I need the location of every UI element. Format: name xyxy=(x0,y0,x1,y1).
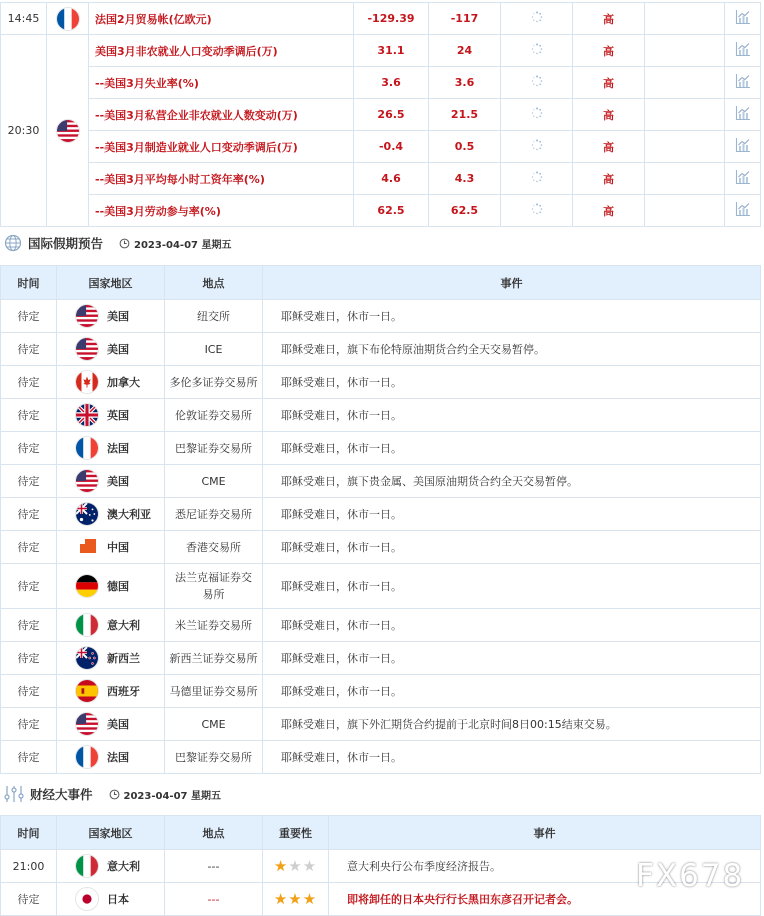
events-header-time: 时间 xyxy=(1,816,57,850)
event-importance-stars xyxy=(263,850,329,883)
events-date xyxy=(109,787,221,802)
holiday-time: 待定 xyxy=(1,333,57,366)
holiday-section-header xyxy=(0,221,764,265)
holiday-time: 待定 xyxy=(1,708,57,741)
usa-flag-icon xyxy=(75,712,99,736)
loading-spinner-icon xyxy=(531,107,543,119)
usa-flag-icon xyxy=(75,337,99,361)
holiday-header-event: 事件 xyxy=(263,266,761,300)
holiday-event: 耶稣受难日，休市一日。 xyxy=(263,531,761,564)
holiday-event: 耶稣受难日，休市一日。 xyxy=(263,642,761,675)
france-flag-icon xyxy=(56,7,80,31)
indicator-row xyxy=(1,131,761,163)
indicator-importance: 高 xyxy=(573,99,645,131)
holiday-location: 法兰克福证券交易所 xyxy=(165,564,263,609)
holiday-row xyxy=(1,366,761,399)
holiday-row xyxy=(1,675,761,708)
holiday-event: 耶稣受难日，旗下贵金属、美国原油期货合约全天交易暂停。 xyxy=(263,465,761,498)
events-header-country: 国家地区 xyxy=(57,816,165,850)
holiday-location: 伦敦证券交易所 xyxy=(165,399,263,432)
italy-flag-icon xyxy=(75,854,99,878)
holiday-header-time: 时间 xyxy=(1,266,57,300)
loading-spinner-icon xyxy=(531,43,543,55)
holiday-time: 待定 xyxy=(1,465,57,498)
chart-icon[interactable] xyxy=(735,169,751,185)
holiday-location: ICE xyxy=(165,333,263,366)
event-location: --- xyxy=(165,883,263,916)
holiday-location: 马德里证券交易所 xyxy=(165,675,263,708)
holiday-section-title: 国际假期预告 xyxy=(28,236,104,251)
holiday-location: CME xyxy=(165,708,263,741)
indicator-name: 美国3月非农就业人口变动季调后(万) xyxy=(89,35,354,67)
holiday-header-country: 国家地区 xyxy=(57,266,165,300)
holiday-country: 新西兰 xyxy=(107,652,140,665)
indicator-time: 14:45 xyxy=(1,3,47,35)
holiday-time: 待定 xyxy=(1,609,57,642)
chart-icon[interactable] xyxy=(735,41,751,57)
clock-icon xyxy=(119,238,130,249)
loading-spinner-icon xyxy=(531,203,543,215)
event-country: 意大利 xyxy=(107,860,140,873)
holiday-location: 多伦多证券交易所 xyxy=(165,366,263,399)
holiday-location: 米兰证券交易所 xyxy=(165,609,263,642)
holiday-event: 耶稣受难日，休市一日。 xyxy=(263,675,761,708)
holiday-location: 悉尼证券交易所 xyxy=(165,498,263,531)
holiday-location: 新西兰证券交易所 xyxy=(165,642,263,675)
holiday-row xyxy=(1,609,761,642)
star-filled-icon: ★ xyxy=(302,890,318,908)
indicator-forecast: 0.5 xyxy=(429,131,501,163)
holiday-row xyxy=(1,708,761,741)
holiday-row xyxy=(1,642,761,675)
indicator-forecast: 62.5 xyxy=(429,195,501,227)
event-importance-stars xyxy=(263,883,329,916)
holiday-table xyxy=(0,265,761,774)
chart-icon[interactable] xyxy=(735,73,751,89)
new-zealand-flag-icon xyxy=(75,646,99,670)
holiday-country: 中国 xyxy=(107,541,129,554)
holiday-row xyxy=(1,432,761,465)
sliders-icon xyxy=(4,785,24,803)
indicator-importance: 高 xyxy=(573,131,645,163)
indicator-previous: 26.5 xyxy=(354,99,429,131)
holiday-event: 耶稣受难日，休市一日。 xyxy=(263,300,761,333)
holiday-event: 耶稣受难日，休市一日。 xyxy=(263,609,761,642)
holiday-row xyxy=(1,741,761,774)
holiday-country: 美国 xyxy=(107,343,129,356)
events-header-importance: 重要性 xyxy=(263,816,329,850)
france-flag-icon xyxy=(75,745,99,769)
indicator-importance: 高 xyxy=(573,67,645,99)
france-flag-icon xyxy=(75,436,99,460)
holiday-country: 德国 xyxy=(107,580,129,593)
holiday-country: 西班牙 xyxy=(107,685,140,698)
indicator-time: 20:30 xyxy=(1,35,47,227)
indicator-row xyxy=(1,163,761,195)
japan-flag-icon xyxy=(75,887,99,911)
usa-flag-icon xyxy=(75,304,99,328)
star-filled-icon: ★ xyxy=(273,890,289,908)
holiday-time: 待定 xyxy=(1,531,57,564)
chart-icon[interactable] xyxy=(735,201,751,217)
indicator-forecast: 4.3 xyxy=(429,163,501,195)
holiday-location: 纽交所 xyxy=(165,300,263,333)
holiday-row xyxy=(1,333,761,366)
event-time: 待定 xyxy=(1,883,57,916)
holiday-row xyxy=(1,399,761,432)
star-filled-icon: ★ xyxy=(288,890,303,908)
holiday-event: 耶稣受难日，休市一日。 xyxy=(263,741,761,774)
indicator-name: --美国3月制造业就业人口变动季调后(万) xyxy=(89,131,354,163)
globe-icon xyxy=(4,234,22,252)
chart-icon[interactable] xyxy=(735,137,751,153)
events-header-location: 地点 xyxy=(165,816,263,850)
events-section-title: 财经大事件 xyxy=(30,787,93,802)
holiday-country: 美国 xyxy=(107,475,129,488)
holiday-time: 待定 xyxy=(1,675,57,708)
holiday-time: 待定 xyxy=(1,399,57,432)
event-description: 意大利央行公布季度经济报告。 xyxy=(329,850,761,883)
holiday-event: 耶稣受难日，旗下布伦特原油期货合约全天交易暂停。 xyxy=(263,333,761,366)
events-date-text: 2023-04-07 星期五 xyxy=(123,790,221,802)
indicator-name: --美国3月私营企业非农就业人数变动(万) xyxy=(89,99,354,131)
indicator-importance: 高 xyxy=(573,35,645,67)
loading-spinner-icon xyxy=(531,75,543,87)
germany-flag-icon xyxy=(75,574,99,598)
holiday-country: 美国 xyxy=(107,310,129,323)
star-empty-icon: ★ xyxy=(288,857,303,875)
holiday-event: 耶稣受难日，休市一日。 xyxy=(263,399,761,432)
indicator-previous: -0.4 xyxy=(354,131,429,163)
spain-flag-icon xyxy=(75,679,99,703)
holiday-date xyxy=(119,236,231,251)
chart-icon[interactable] xyxy=(735,9,751,25)
indicator-table xyxy=(0,2,761,227)
star-filled-icon: ★ xyxy=(273,857,289,875)
holiday-location: 香港交易所 xyxy=(165,531,263,564)
indicator-name: --美国3月劳动参与率(%) xyxy=(89,195,354,227)
chart-icon[interactable] xyxy=(735,105,751,121)
star-empty-icon: ★ xyxy=(302,857,318,875)
indicator-previous: 31.1 xyxy=(354,35,429,67)
clock-icon xyxy=(109,789,120,800)
holiday-location: CME xyxy=(165,465,263,498)
holiday-event: 耶稣受难日，休市一日。 xyxy=(263,564,761,609)
holiday-country: 意大利 xyxy=(107,619,140,632)
holiday-time: 待定 xyxy=(1,642,57,675)
events-section-header xyxy=(0,772,764,816)
indicator-importance: 高 xyxy=(573,163,645,195)
holiday-country: 英国 xyxy=(107,409,129,422)
indicator-forecast: 24 xyxy=(429,35,501,67)
indicator-forecast: 3.6 xyxy=(429,67,501,99)
loading-spinner-icon xyxy=(531,11,543,23)
indicator-forecast: 21.5 xyxy=(429,99,501,131)
indicator-row xyxy=(1,35,761,67)
event-location: --- xyxy=(165,850,263,883)
indicator-forecast: -117 xyxy=(429,3,501,35)
holiday-country: 美国 xyxy=(107,718,129,731)
holiday-row xyxy=(1,531,761,564)
indicator-row xyxy=(1,3,761,35)
holiday-country: 加拿大 xyxy=(107,376,140,389)
events-header-event: 事件 xyxy=(329,816,761,850)
usa-flag-icon xyxy=(56,119,80,143)
indicator-row xyxy=(1,99,761,131)
holiday-event: 耶稣受难日，休市一日。 xyxy=(263,366,761,399)
holiday-country: 法国 xyxy=(107,751,129,764)
indicator-previous: 62.5 xyxy=(354,195,429,227)
holiday-location: 巴黎证券交易所 xyxy=(165,741,263,774)
holiday-time: 待定 xyxy=(1,564,57,609)
uk-flag-icon xyxy=(75,403,99,427)
indicator-importance: 高 xyxy=(573,3,645,35)
indicator-name: --美国3月平均每小时工资年率(%) xyxy=(89,163,354,195)
holiday-event: 耶稣受难日，休市一日。 xyxy=(263,432,761,465)
holiday-country: 法国 xyxy=(107,442,129,455)
italy-flag-icon xyxy=(75,613,99,637)
holiday-row xyxy=(1,465,761,498)
holiday-time: 待定 xyxy=(1,741,57,774)
indicator-previous: 3.6 xyxy=(354,67,429,99)
indicator-name: 法国2月贸易帐(亿欧元) xyxy=(89,3,354,35)
holiday-location: 巴黎证券交易所 xyxy=(165,432,263,465)
indicator-previous: 4.6 xyxy=(354,163,429,195)
indicator-name: --美国3月失业率(%) xyxy=(89,67,354,99)
holiday-date-text: 2023-04-07 星期五 xyxy=(134,239,232,251)
hong-kong-flag-icon xyxy=(75,535,99,559)
holiday-time: 待定 xyxy=(1,300,57,333)
loading-spinner-icon xyxy=(531,171,543,183)
indicator-row xyxy=(1,67,761,99)
holiday-time: 待定 xyxy=(1,498,57,531)
event-time: 21:00 xyxy=(1,850,57,883)
holiday-time: 待定 xyxy=(1,366,57,399)
event-country: 日本 xyxy=(107,893,129,906)
holiday-row xyxy=(1,498,761,531)
canada-flag-icon xyxy=(75,370,99,394)
holiday-time: 待定 xyxy=(1,432,57,465)
event-description: 即将卸任的日本央行行长黑田东彦召开记者会。 xyxy=(329,883,761,916)
holiday-row xyxy=(1,300,761,333)
indicator-previous: -129.39 xyxy=(354,3,429,35)
holiday-header-location: 地点 xyxy=(165,266,263,300)
loading-spinner-icon xyxy=(531,139,543,151)
fx678-watermark: FX678 xyxy=(636,858,745,894)
indicator-importance: 高 xyxy=(573,195,645,227)
holiday-event: 耶稣受难日，旗下外汇期货合约提前于北京时间8日00:15结束交易。 xyxy=(263,708,761,741)
holiday-row xyxy=(1,564,761,609)
usa-flag-icon xyxy=(75,469,99,493)
holiday-event: 耶稣受难日，休市一日。 xyxy=(263,498,761,531)
holiday-country: 澳大利亚 xyxy=(107,508,151,521)
australia-flag-icon xyxy=(75,502,99,526)
